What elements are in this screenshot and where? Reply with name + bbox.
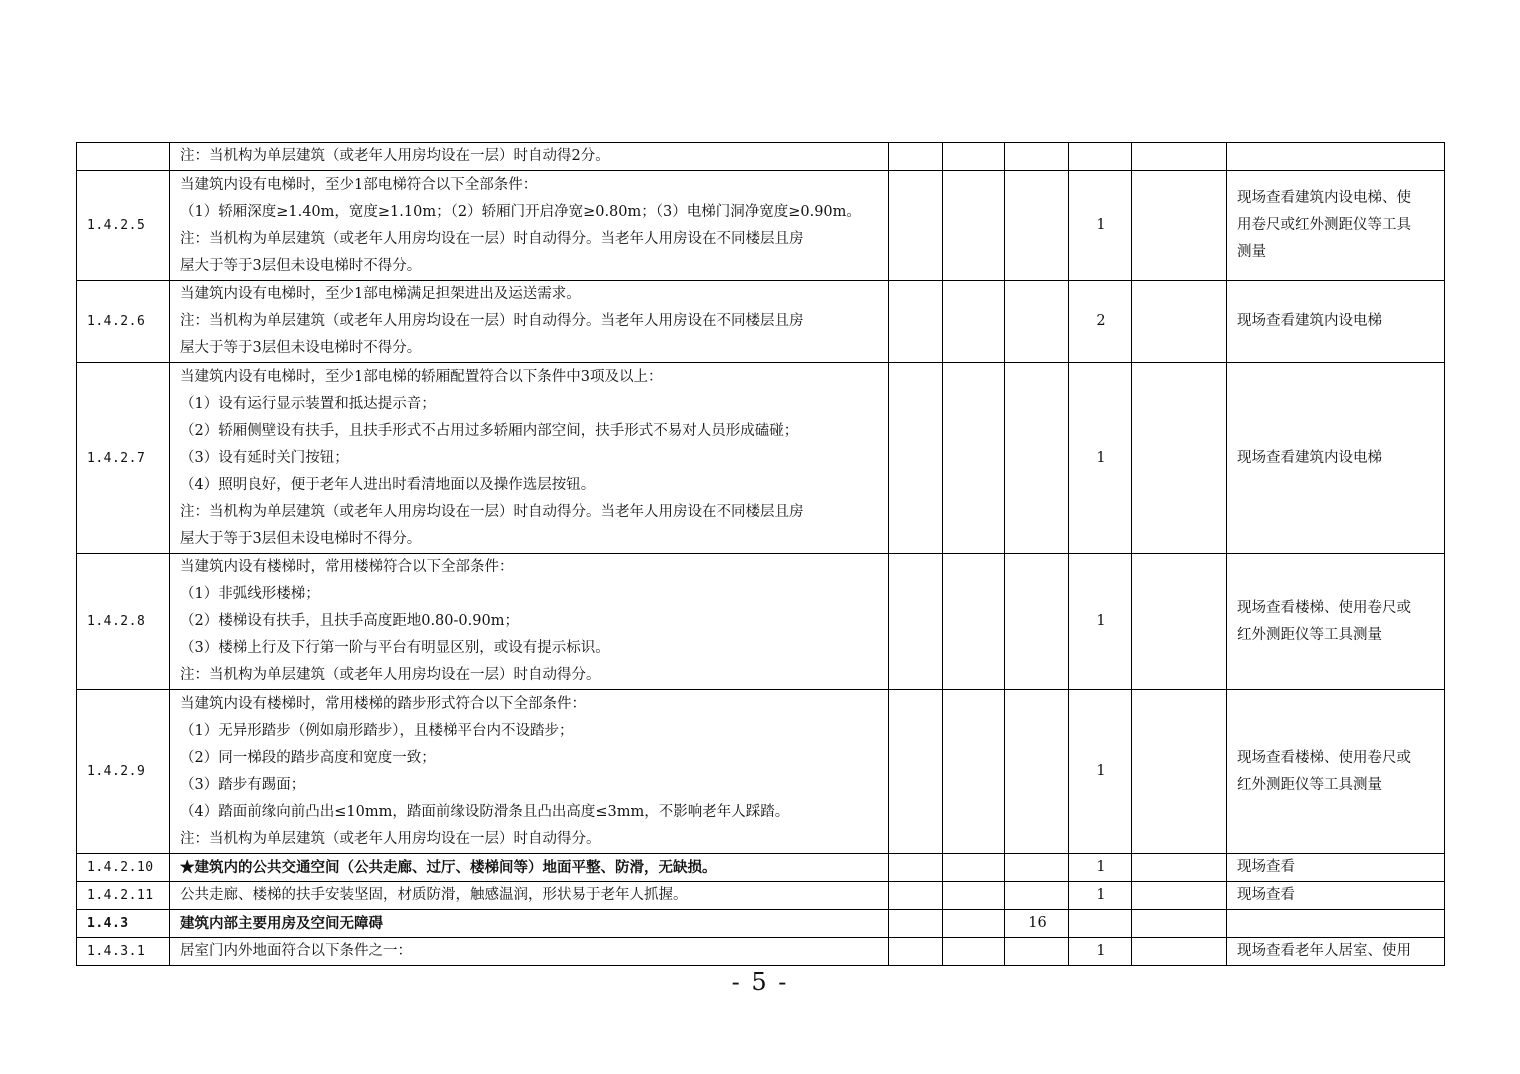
blank-cell-1 [889,938,943,966]
method-line: 红外测距仪等工具测量 [1237,776,1382,793]
method-line: 现场查看 [1237,887,1295,903]
item-score: 1 [1096,887,1106,903]
group-score-cell [1005,690,1069,854]
item-score-cell [1069,854,1132,882]
blank-cell-1 [889,882,943,910]
item-score-cell [1069,281,1132,363]
table-row [77,554,1445,690]
table-row [77,690,1445,854]
table-row [77,281,1445,363]
content-line: （4）踏面前缘向前凸出≤10mm，踏面前缘设防滑条且凸出高度≤3mm，不影响老年人踩踏。 [180,803,790,820]
item-code: 1.4.2.6 [87,314,146,329]
blank-cell-3 [1132,690,1227,854]
group-score-cell [1005,854,1069,882]
blank-cell-3 [1132,363,1227,554]
content-line: 注：当机构为单层建筑（或老年人用房均设在一层）时自动得分。 [180,667,601,683]
content-line: 屋大于等于3层但未设电梯时不得分。 [180,257,422,274]
content-line: 当建筑内设有楼梯时，常用楼梯符合以下全部条件： [180,559,514,575]
blank-cell-2 [943,690,1005,854]
item-score: 1 [1096,613,1106,629]
item-code-cell [77,910,170,938]
item-score: 2 [1096,313,1106,329]
blank-cell-3 [1132,143,1227,171]
table-row [77,938,1445,966]
table-row [77,910,1445,938]
item-code: 1.4.2.11 [87,888,154,903]
content-line: （1）设有运行显示装置和抵达提示音； [180,395,436,412]
method-line: 现场查看楼梯、使用卷尺或 [1237,749,1411,766]
item-score: 1 [1096,943,1106,959]
group-score-cell [1005,281,1069,363]
blank-cell-3 [1132,938,1227,966]
content-line: （3）踏步有踢面； [180,776,306,793]
content-line: （3）设有延时关门按钮； [180,449,349,466]
item-content-cell [170,281,889,363]
group-score: 16 [1028,915,1047,931]
content-line: ★建筑内的公共交通空间（公共走廊、过厅、楼梯间等）地面平整、防滑，无缺损。 [180,859,717,876]
blank-cell-2 [943,363,1005,554]
blank-cell-1 [889,690,943,854]
method-line: 测量 [1237,244,1266,260]
item-score-cell [1069,910,1132,938]
item-score-cell [1069,143,1132,171]
content-line: 当建筑内设有电梯时，至少1部电梯的轿厢配置符合以下条件中3项及以上： [180,368,663,385]
content-line: （2）楼梯设有扶手，且扶手高度距地0.80-0.90m； [180,613,519,629]
evaluation-method-cell [1227,281,1445,363]
blank-cell-1 [889,854,943,882]
blank-cell-2 [943,554,1005,690]
content-line: 居室门内外地面符合以下条件之一： [180,943,412,959]
group-score-cell [1005,882,1069,910]
item-score-cell [1069,882,1132,910]
evaluation-method-cell [1227,854,1445,882]
table-row [77,882,1445,910]
evaluation-method-cell [1227,910,1445,938]
evaluation-method-cell [1227,363,1445,554]
blank-cell-3 [1132,171,1227,281]
method-line: 现场查看建筑内设电梯、使 [1237,190,1411,206]
blank-cell-3 [1132,281,1227,363]
group-score-cell [1005,910,1069,938]
method-line: 用卷尺或红外测距仪等工具 [1237,217,1411,233]
item-code-cell [77,854,170,882]
item-score: 1 [1096,217,1106,233]
method-line: 现场查看 [1237,859,1295,875]
item-code-cell [77,938,170,966]
item-content-cell [170,171,889,281]
content-line: 注：当机构为单层建筑（或老年人用房均设在一层）时自动得分。当老年人用房设在不同楼层且房 [180,503,804,520]
table-body [77,143,1445,966]
blank-cell-1 [889,143,943,171]
item-score: 1 [1096,763,1106,779]
evaluation-method-cell [1227,143,1445,171]
blank-cell-2 [943,281,1005,363]
item-code: 1.4.3 [87,916,129,931]
blank-cell-2 [943,854,1005,882]
content-line: 公共走廊、楼梯的扶手安装坚固，材质防滑，触感温润，形状易于老年人抓握。 [180,887,688,903]
evaluation-method-cell [1227,882,1445,910]
content-line: （2）轿厢侧壁设有扶手，且扶手形式不占用过多轿厢内部空间，扶手形式不易对人员形成磕碰； [180,422,799,439]
content-line: 注：当机构为单层建筑（或老年人用房均设在一层）时自动得2分。 [180,148,610,164]
content-line: （1）无异形踏步（例如扇形踏步），且楼梯平台内不设踏步； [180,722,574,739]
item-content-cell [170,690,889,854]
blank-cell-3 [1132,910,1227,938]
item-score: 1 [1096,449,1106,466]
content-line: （1）非弧线形楼梯； [180,586,320,602]
standard-table [76,142,1445,966]
group-score-cell [1005,171,1069,281]
item-score-cell [1069,554,1132,690]
item-content-cell [170,143,889,171]
method-line: 红外测距仪等工具测量 [1237,626,1382,643]
method-line: 现场查看建筑内设电梯 [1237,313,1382,329]
blank-cell-3 [1132,554,1227,690]
content-line: 注：当机构为单层建筑（或老年人用房均设在一层）时自动得分。 [180,830,601,847]
content-line: 屋大于等于3层但未设电梯时不得分。 [180,530,422,547]
blank-cell-1 [889,554,943,690]
item-code-cell [77,171,170,281]
blank-cell-2 [943,910,1005,938]
method-line: 现场查看建筑内设电梯 [1237,449,1382,466]
group-score-cell [1005,554,1069,690]
content-line: 注：当机构为单层建筑（或老年人用房均设在一层）时自动得分。当老年人用房设在不同楼层且房 [180,313,804,329]
blank-cell-2 [943,171,1005,281]
content-line: （4）照明良好，便于老年人进出时看清地面以及操作选层按钮。 [180,476,596,493]
method-line: 现场查看老年人居室、使用 [1237,943,1411,959]
table-row [77,363,1445,554]
blank-cell-1 [889,281,943,363]
content-line: 注：当机构为单层建筑（或老年人用房均设在一层）时自动得分。当老年人用房设在不同楼层且房 [180,230,804,247]
evaluation-method-cell [1227,554,1445,690]
item-content-cell [170,363,889,554]
item-code-cell [77,281,170,363]
content-line: （1）轿厢深度≥1.40m，宽度≥1.10m；（2）轿厢门开启净宽≥0.80m；（3）电梯门洞净宽度≥0.90m。 [180,203,861,220]
item-code-cell [77,143,170,171]
item-code: 1.4.2.5 [87,218,146,233]
item-code-cell [77,882,170,910]
page-number: - 5 - [731,968,789,996]
evaluation-method-cell [1227,690,1445,854]
group-score-cell [1005,938,1069,966]
item-code: 1.4.2.10 [87,860,154,875]
item-code: 1.4.2.7 [87,450,146,466]
blank-cell-3 [1132,882,1227,910]
blank-cell-2 [943,143,1005,171]
content-line: 当建筑内设有电梯时，至少1部电梯符合以下全部条件： [180,176,538,193]
item-content-cell [170,910,889,938]
blank-cell-1 [889,363,943,554]
item-score-cell [1069,171,1132,281]
item-code-cell [77,690,170,854]
item-content-cell [170,554,889,690]
item-score-cell [1069,363,1132,554]
item-score-cell [1069,690,1132,854]
table-row [77,143,1445,171]
item-code: 1.4.3.1 [87,944,146,959]
evaluation-method-cell [1227,938,1445,966]
item-code: 1.4.2.8 [87,614,146,629]
evaluation-method-cell [1227,171,1445,281]
item-score-cell [1069,938,1132,966]
item-score: 1 [1096,859,1106,875]
blank-cell-1 [889,910,943,938]
table-row [77,854,1445,882]
item-code-cell [77,554,170,690]
blank-cell-2 [943,882,1005,910]
content-line: 建筑内部主要用房及空间无障碍 [180,915,383,932]
item-content-cell [170,854,889,882]
group-score-cell [1005,363,1069,554]
method-line: 现场查看楼梯、使用卷尺或 [1237,599,1411,616]
group-score-cell [1005,143,1069,171]
item-content-cell [170,882,889,910]
content-line: 屋大于等于3层但未设电梯时不得分。 [180,340,422,356]
content-line: （3）楼梯上行及下行第一阶与平台有明显区别，或设有提示标识。 [180,640,610,656]
blank-cell-1 [889,171,943,281]
content-line: 当建筑内设有楼梯时，常用楼梯的踏步形式符合以下全部条件： [180,695,586,712]
content-line: 当建筑内设有电梯时，至少1部电梯满足担架进出及运送需求。 [180,286,581,302]
item-code: 1.4.2.9 [87,764,146,779]
item-content-cell [170,938,889,966]
item-code-cell [77,363,170,554]
blank-cell-2 [943,938,1005,966]
content-line: （2）同一梯段的踏步高度和宽度一致； [180,749,436,766]
blank-cell-3 [1132,854,1227,882]
table-row [77,171,1445,281]
